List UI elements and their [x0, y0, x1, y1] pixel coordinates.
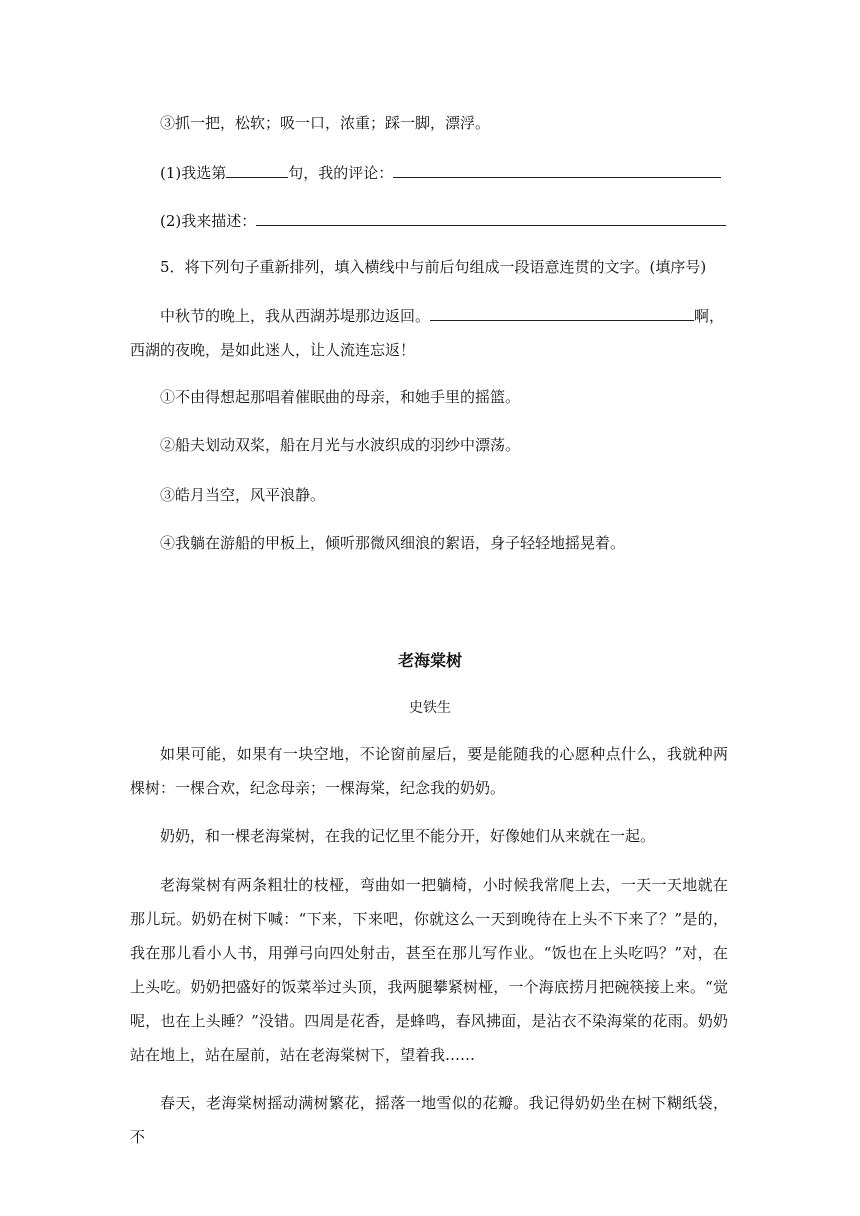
context-start: 中秋节的晚上，我从西湖苏堤那边返回。 — [160, 307, 431, 325]
order-blank[interactable] — [430, 319, 694, 321]
option-2: ②船夫划动双桨，船在月光与水波织成的羽纱中漂荡。 — [160, 436, 521, 454]
item-3-text: ③抓一把，松软；吸一口，浓重；踩一脚，漂浮。 — [160, 114, 491, 132]
question-1-prefix: (1)我选第 — [160, 164, 227, 182]
question-5-context — [160, 305, 724, 326]
option-3: ③皓月当空，风平浪静。 — [160, 486, 326, 504]
comment-blank[interactable] — [393, 176, 721, 178]
essay-paragraph: 如果可能，如果有一块空地，不论窗前屋后，要是能随我的心愿种点什么，我就种两棵树：一棵合欢，纪念母亲；一棵海棠，纪念我的奶奶。 — [130, 745, 728, 797]
context-end: 啊， — [694, 307, 725, 325]
description-blank[interactable] — [256, 224, 726, 226]
essay-author: 史铁生 — [409, 700, 451, 716]
question-1-mid: 句，我的评论： — [288, 164, 394, 182]
sentence-number-blank[interactable] — [226, 176, 288, 178]
question-2 — [160, 210, 726, 231]
option-1: ①不由得想起那唱着催眠曲的母亲，和她手里的摇篮。 — [160, 388, 521, 406]
essay-paragraph: 春天，老海棠树摇动满树繁花，摇落一地雪似的花瓣。我记得奶奶坐在树下糊纸袋，不 — [130, 1094, 728, 1146]
option-4: ④我躺在游船的甲板上，倾听那微风细浪的絮语，身子轻轻地摇晃着。 — [160, 534, 626, 552]
question-2-prefix: (2)我来描述： — [160, 212, 257, 230]
essay-paragraph: 奶奶，和一棵老海棠树，在我的记忆里不能分开，好像她们从来就在一起。 — [160, 827, 656, 845]
question-5: 5．将下列句子重新排列，填入横线中与前后句组成一段语意连贯的文字。(填序号) — [160, 258, 707, 276]
question-1 — [160, 162, 721, 183]
question-5-context-line2: 西湖的夜晚，是如此迷人，让人流连忘返！ — [130, 341, 416, 359]
essay-paragraph: 老海棠树有两条粗壮的枝桠，弯曲如一把躺椅，小时候我常爬上去，一天一天地就在那儿玩。奶奶在树下喊：“下来，下来吧，你就这么一天到晚待在上头不下来了？”是的，我在那儿看小人书，用弹弓向四处射击，甚至在那儿写作业。“饭也在上头吃吗？”对，在上头吃。奶奶把盛好的饭菜举过头顶，我两腿攀紧树桠，一个海底捞月把碗筷接上来。“觉呢，也在上头睡？”没错。四周是花香，是蜂鸣，春风拂面，是沾衣不染海棠的花雨。奶奶站在地上，站在屋前，站在老海棠树下，望着我…… — [130, 876, 728, 1064]
essay-title: 老海棠树 — [397, 651, 462, 670]
